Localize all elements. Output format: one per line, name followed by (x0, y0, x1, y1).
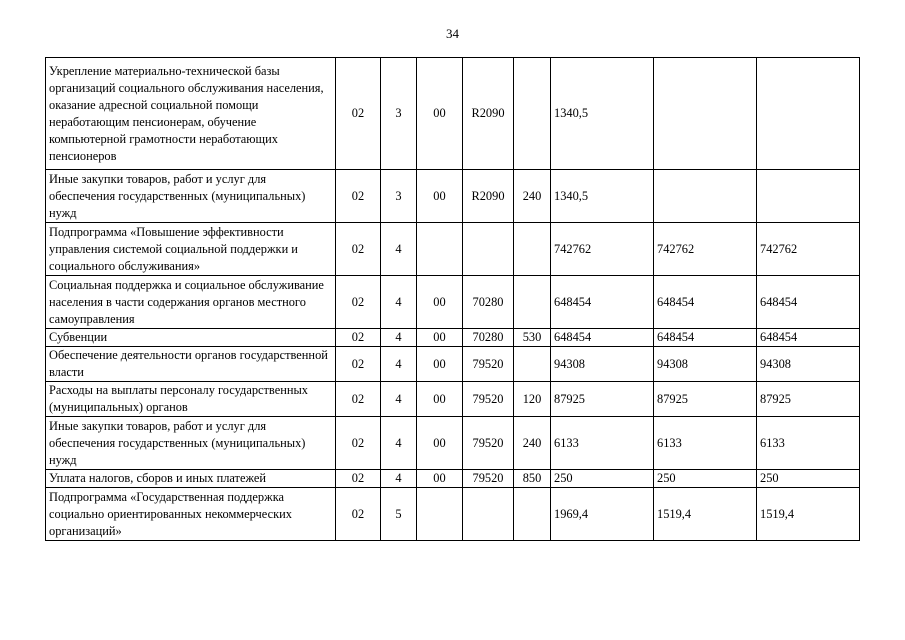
amount-year2-cell: 87925 (654, 382, 757, 417)
expense-type-cell (514, 276, 551, 329)
table-row (46, 329, 860, 347)
table-row (46, 223, 860, 276)
event-code-cell: 00 (417, 470, 463, 488)
direction-code-cell (463, 488, 514, 541)
amount-year3-cell: 87925 (757, 382, 860, 417)
amount-year1-cell: 648454 (551, 329, 654, 347)
amount-year1-cell: 648454 (551, 276, 654, 329)
direction-code-cell: 70280 (463, 329, 514, 347)
row-name-cell: Расходы на выплаты персоналу государственных (муниципальных) органов (46, 382, 336, 417)
event-code-cell (417, 488, 463, 541)
event-code-cell (417, 223, 463, 276)
amount-year2-cell (654, 58, 757, 170)
table-body (46, 58, 860, 541)
section-code-cell: 02 (336, 347, 381, 382)
expense-type-cell: 240 (514, 417, 551, 470)
amount-year2-cell (654, 170, 757, 223)
direction-code-cell: 79520 (463, 470, 514, 488)
row-name-cell: Уплата налогов, сборов и иных платежей (46, 470, 336, 488)
section-code-cell: 02 (336, 417, 381, 470)
amount-year3-cell (757, 58, 860, 170)
direction-code-cell: 70280 (463, 276, 514, 329)
table-row (46, 347, 860, 382)
amount-year1-cell: 94308 (551, 347, 654, 382)
row-name-cell: Обеспечение деятельности органов государственной власти (46, 347, 336, 382)
event-code-cell: 00 (417, 347, 463, 382)
amount-year2-cell: 94308 (654, 347, 757, 382)
table-row (46, 382, 860, 417)
amount-year3-cell: 94308 (757, 347, 860, 382)
table-row (46, 58, 860, 170)
section-code-cell: 02 (336, 170, 381, 223)
direction-code-cell: R2090 (463, 58, 514, 170)
amount-year3-cell: 648454 (757, 329, 860, 347)
subprogram-code-cell: 3 (381, 58, 417, 170)
expense-type-cell: 850 (514, 470, 551, 488)
amount-year2-cell: 1519,4 (654, 488, 757, 541)
row-name-cell: Иные закупки товаров, работ и услуг для обеспечения государственных (муниципальных) нужд (46, 417, 336, 470)
table-row (46, 276, 860, 329)
row-name-cell: Иные закупки товаров, работ и услуг для обеспечения государственных (муниципальных) нужд (46, 170, 336, 223)
amount-year3-cell: 1519,4 (757, 488, 860, 541)
table-row (46, 417, 860, 470)
amount-year2-cell: 250 (654, 470, 757, 488)
amount-year1-cell: 87925 (551, 382, 654, 417)
amount-year2-cell: 742762 (654, 223, 757, 276)
table-row (46, 488, 860, 541)
subprogram-code-cell: 3 (381, 170, 417, 223)
amount-year1-cell: 1340,5 (551, 170, 654, 223)
row-name-cell: Подпрограмма «Повышение эффективности управления системой социальной поддержки и социального обслуживания» (46, 223, 336, 276)
section-code-cell: 02 (336, 223, 381, 276)
row-name-cell: Социальная поддержка и социальное обслуживание населения в части содержания органов местного самоуправления (46, 276, 336, 329)
subprogram-code-cell: 4 (381, 382, 417, 417)
event-code-cell: 00 (417, 417, 463, 470)
section-code-cell: 02 (336, 58, 381, 170)
subprogram-code-cell: 4 (381, 276, 417, 329)
amount-year3-cell: 648454 (757, 276, 860, 329)
expense-type-cell (514, 223, 551, 276)
event-code-cell: 00 (417, 58, 463, 170)
event-code-cell: 00 (417, 329, 463, 347)
amount-year1-cell: 1969,4 (551, 488, 654, 541)
subprogram-code-cell: 4 (381, 417, 417, 470)
subprogram-code-cell: 4 (381, 329, 417, 347)
amount-year2-cell: 648454 (654, 329, 757, 347)
amount-year1-cell: 250 (551, 470, 654, 488)
amount-year3-cell: 742762 (757, 223, 860, 276)
direction-code-cell: 79520 (463, 347, 514, 382)
subprogram-code-cell: 4 (381, 347, 417, 382)
amount-year2-cell: 6133 (654, 417, 757, 470)
expense-type-cell: 530 (514, 329, 551, 347)
table-row (46, 470, 860, 488)
row-name-cell: Субвенции (46, 329, 336, 347)
expense-type-cell (514, 347, 551, 382)
direction-code-cell: 79520 (463, 417, 514, 470)
amount-year1-cell: 6133 (551, 417, 654, 470)
direction-code-cell (463, 223, 514, 276)
expense-type-cell: 240 (514, 170, 551, 223)
budget-table (45, 57, 860, 541)
expense-type-cell: 120 (514, 382, 551, 417)
expense-type-cell (514, 58, 551, 170)
subprogram-code-cell: 4 (381, 223, 417, 276)
amount-year1-cell: 742762 (551, 223, 654, 276)
event-code-cell: 00 (417, 382, 463, 417)
amount-year3-cell: 250 (757, 470, 860, 488)
section-code-cell: 02 (336, 329, 381, 347)
section-code-cell: 02 (336, 276, 381, 329)
section-code-cell: 02 (336, 470, 381, 488)
subprogram-code-cell: 4 (381, 470, 417, 488)
direction-code-cell: 79520 (463, 382, 514, 417)
event-code-cell: 00 (417, 170, 463, 223)
direction-code-cell: R2090 (463, 170, 514, 223)
row-name-cell: Укрепление материально-технической базы организаций социального обслуживания населения, оказание адресной социальной помощи неработающим пенсионерам, обучение компьютерной грамотности неработающих пенсионеров (46, 58, 336, 170)
amount-year2-cell: 648454 (654, 276, 757, 329)
expense-type-cell (514, 488, 551, 541)
table-row (46, 170, 860, 223)
section-code-cell: 02 (336, 382, 381, 417)
page-number: 34 (446, 26, 459, 41)
row-name-cell: Подпрограмма «Государственная поддержка социально ориентированных некоммерческих организаций» (46, 488, 336, 541)
amount-year3-cell (757, 170, 860, 223)
subprogram-code-cell: 5 (381, 488, 417, 541)
section-code-cell: 02 (336, 488, 381, 541)
amount-year1-cell: 1340,5 (551, 58, 654, 170)
event-code-cell: 00 (417, 276, 463, 329)
amount-year3-cell: 6133 (757, 417, 860, 470)
